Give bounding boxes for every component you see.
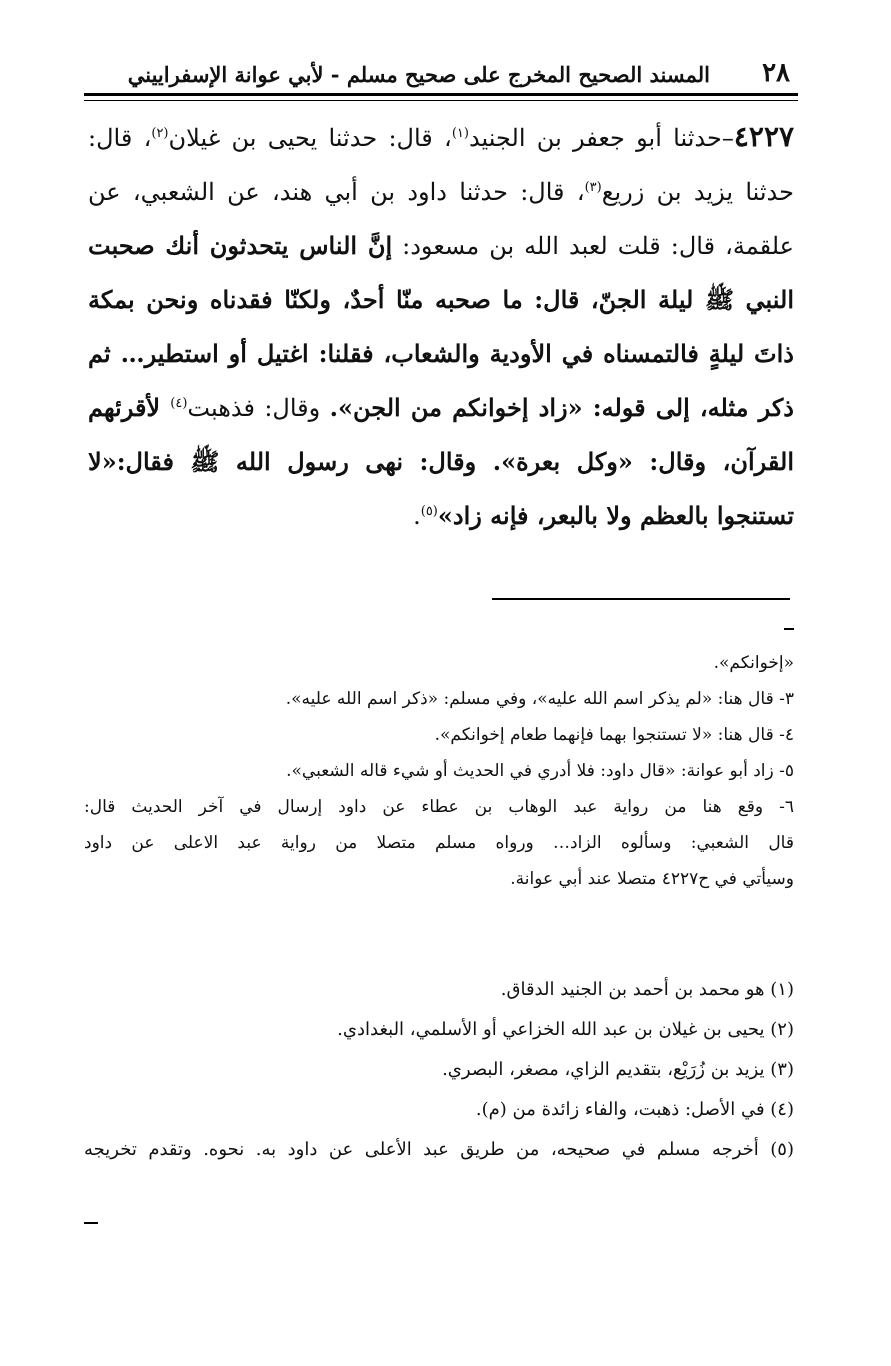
hadith-paragraph (88, 110, 794, 543)
footnotes (84, 970, 794, 1170)
isnad-part-1: –حدثنا أبو جعفر بن الجنيد (468, 124, 734, 152)
continued-note-line: ٣- قال هنا: «لم يذكر اسم الله عليه»، وفي مسلم: «ذكر اسم الله عليه». (285, 689, 794, 709)
isnad-part-4: ، قال: حدثنا داود بن أبي هند، عن الشعبي، عن علقمة، قال: قلت لعبد الله بن مسعود: (88, 178, 795, 260)
hadith-text (88, 110, 794, 543)
hadith-end: . (413, 502, 421, 530)
footnote-ref-3: (٣) (584, 180, 602, 195)
page-header (84, 52, 798, 96)
header-rule (84, 93, 798, 96)
matn-bold-2: لأقرئهم القرآن، وقال: «وكل بعرة». وقال: نهى رسول الله ﷺ فقال:«لا تستنجوا بالعظم ولا بالبعر، فإنه زاد» (88, 393, 794, 530)
footnote-ref-2: (٢) (151, 126, 169, 141)
page-number: ٢٨ (762, 58, 790, 88)
footnote-2: (٢) يحيى بن غيلان بن عبد الله الخزاعي أو الأسلمي، البغدادي. (337, 1019, 794, 1040)
footnote-5: (٥) أخرجه مسلم في صحيحه، من طريق عبد الأعلى عن داود به. نحوه. وتقدم تخريجه (84, 1139, 794, 1160)
continued-note-line: قال الشعبي: وسألوه الزاد… ورواه مسلم متصلا من رواية عبد الاعلى عن داود (84, 833, 794, 853)
footnote-separator (492, 598, 790, 600)
footnote-ref-5: (٥) (420, 504, 438, 519)
running-title: المسند الصحيح المخرج على صحيح مسلم - لأبي عوانة الإسفراييني (127, 62, 710, 87)
continuation-dash-bottom (84, 1222, 98, 1224)
footnote-4: (٤) في الأصل: ذهبت، والفاء زائدة من (م). (475, 1099, 794, 1120)
header-rule-thin (84, 100, 798, 101)
continued-note-line: وسيأتي في ح٤٢٢٧ متصلا عند أبي عوانة. (510, 869, 794, 889)
continued-note-line: ٥- زاد أبو عوانة: «قال داود: فلا أدري في الحديث أو شيء قاله الشعبي». (286, 761, 794, 781)
footnote-1: (١) هو محمد بن أحمد بن الجنيد الدقاق. (500, 979, 794, 1000)
matn-bold-1: إنَّ الناس يتحدثون أنك صحبت النبي ﷺ ليلة الجنّ، قال: ما صحبه منّا أحدٌ، ولكنّا فقدناه ونحن بمكة ذاتَ ليلةٍ فالتمسناه في الأودية والشعاب، فقلنا: اغتيل أو استطير… ثم ذكر مثله، إلى قوله: «زاد إخوانكم من الجن». (88, 231, 794, 422)
continuation-dash-top (784, 628, 794, 630)
isnad-part-3: ، قال: حدثنا يزيد بن زريع (88, 124, 794, 206)
footnote-ref-1: (١) (451, 126, 469, 141)
continued-notes (84, 645, 794, 897)
isnad-part-2: ، قال: حدثنا يحيى بن غيلان (168, 124, 452, 152)
matn-part-5: وقال: فذهبت (187, 394, 330, 422)
footnote-3: (٣) يزيد بن زُرَيْع، بتقديم الزاي، مصغر، البصري. (442, 1059, 794, 1080)
footnote-ref-4: (٤) (170, 396, 188, 411)
continued-note-line: «إخوانكم». (713, 653, 794, 673)
hadith-number: ٤٢٢٧ (733, 120, 795, 153)
continued-note-line: ٦- وقع هنا من رواية عبد الوهاب بن عطاء عن داود إرسال في آخر الحديث قال: (84, 797, 794, 817)
continued-note-line: ٤- قال هنا: «لا تستنجوا بهما فإنهما طعام إخوانكم». (434, 725, 794, 745)
